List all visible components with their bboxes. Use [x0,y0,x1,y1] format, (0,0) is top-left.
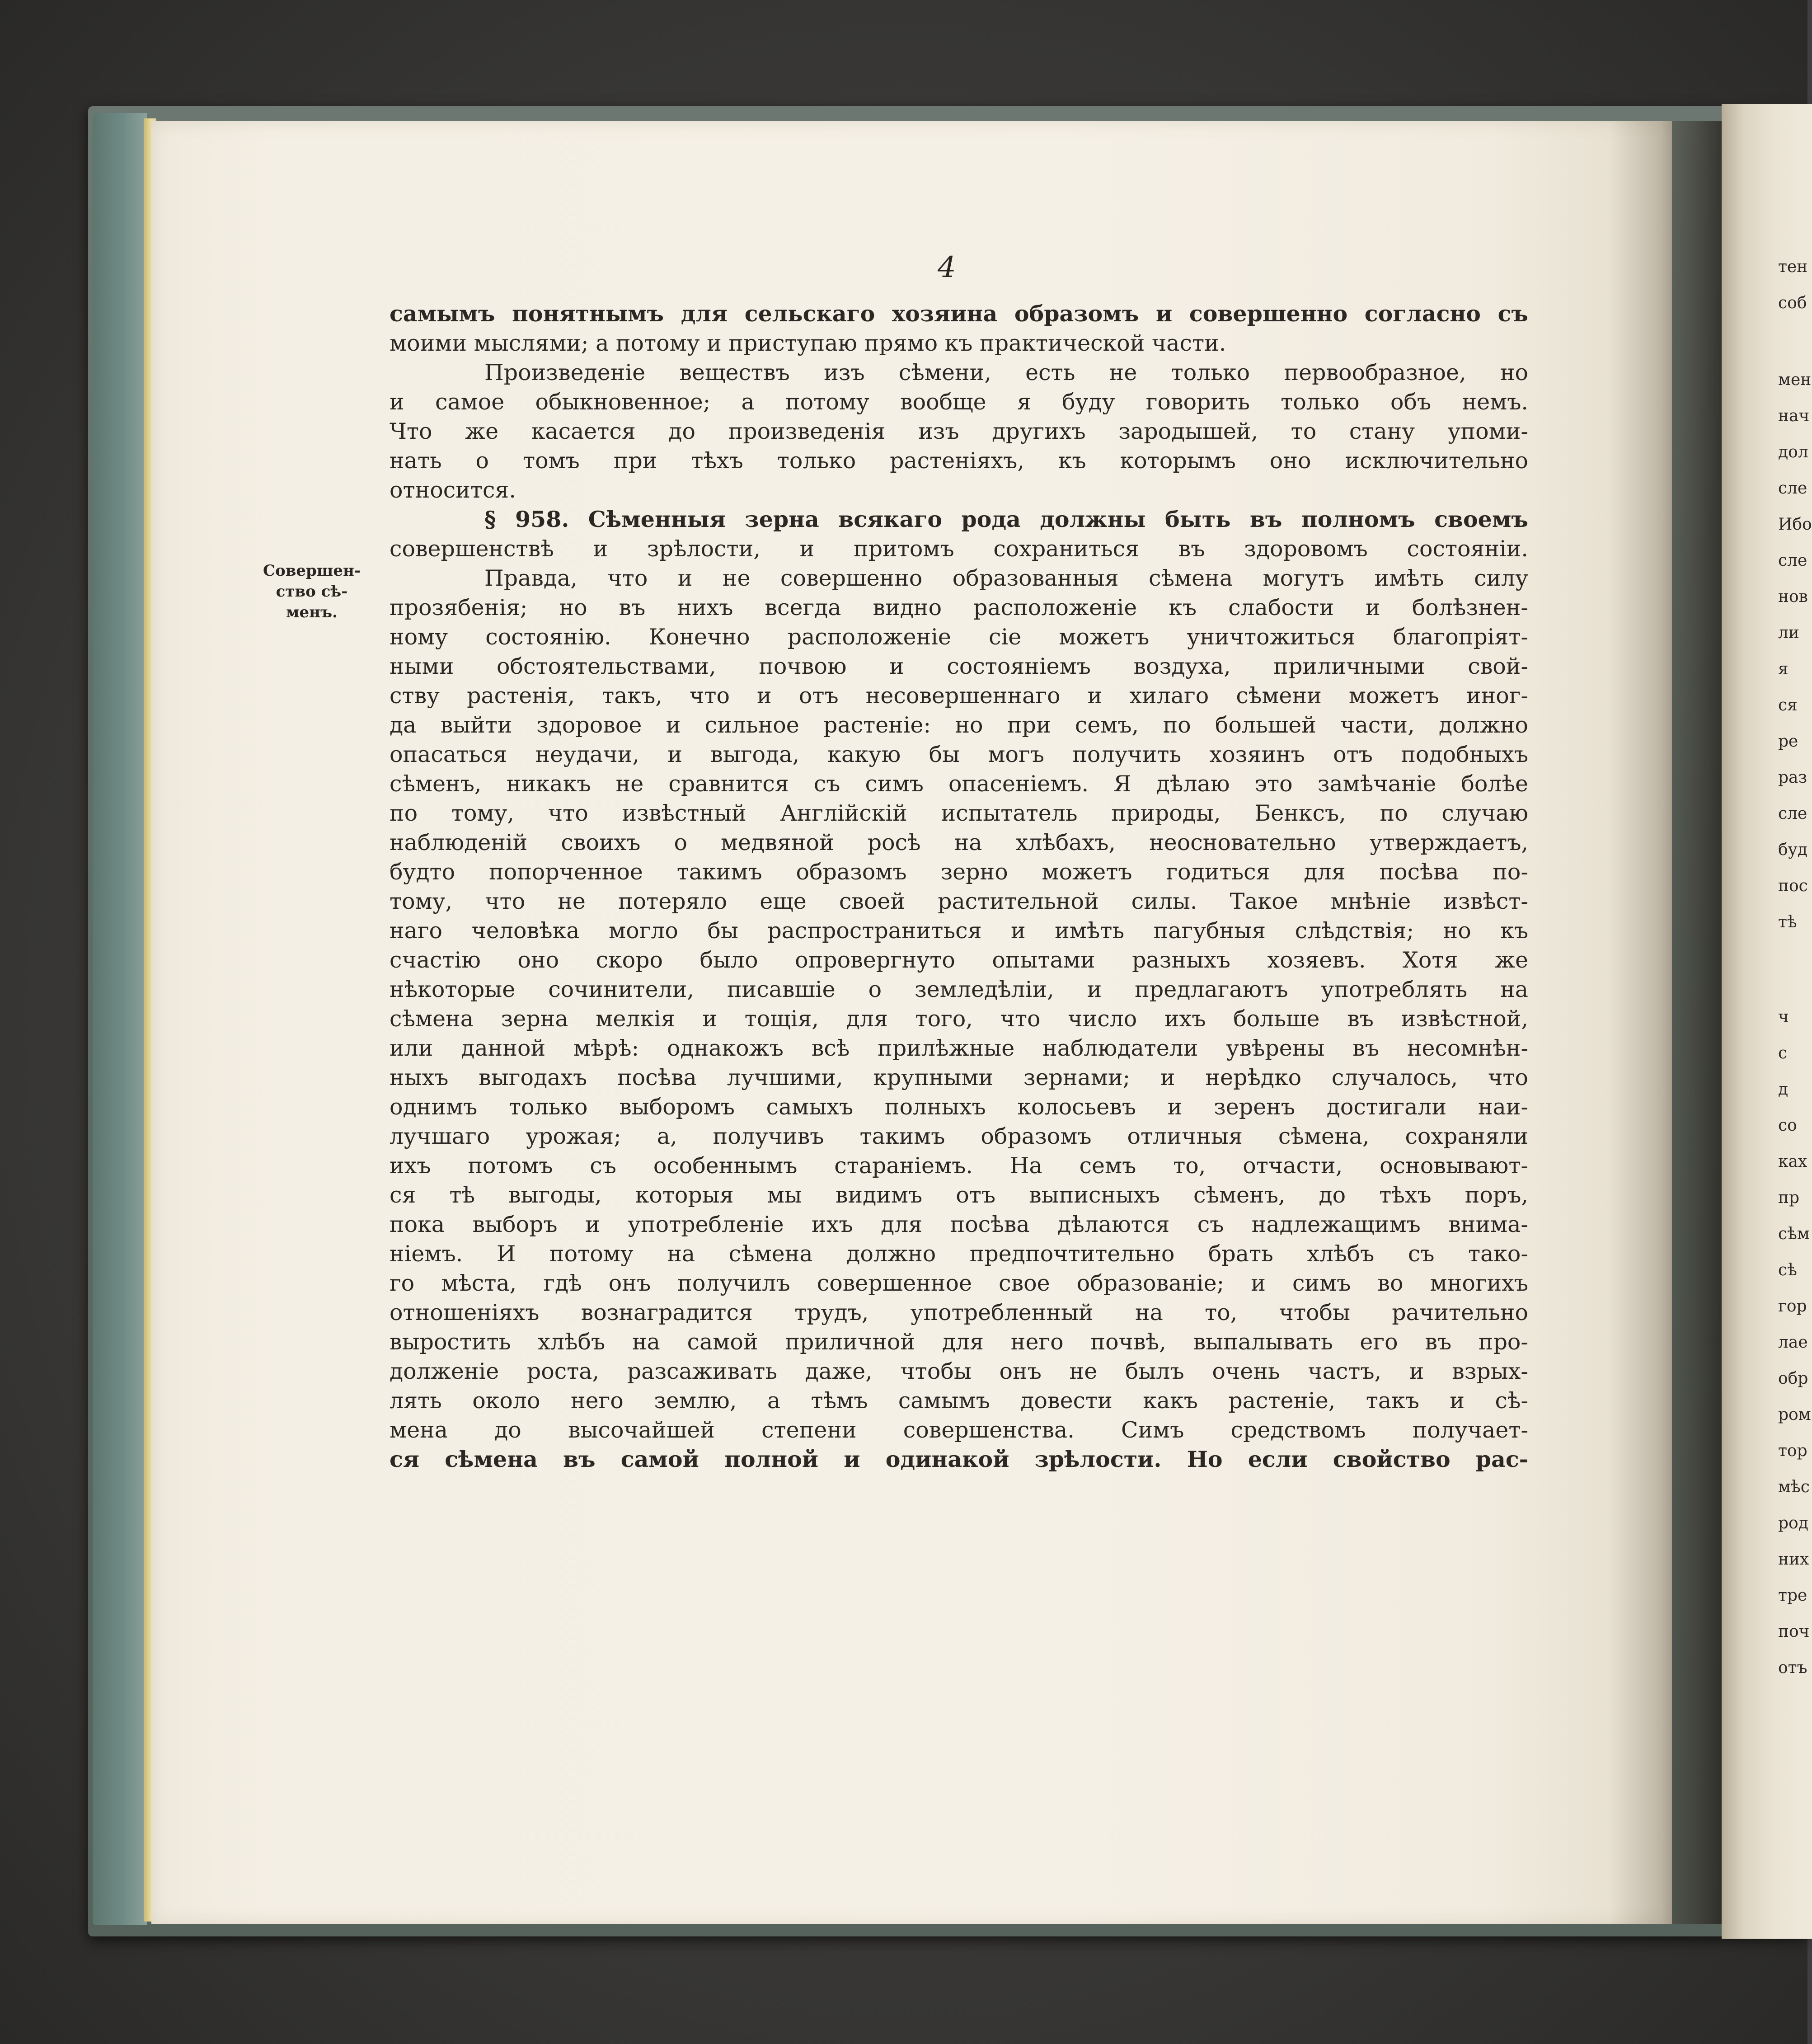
text-line: Что же касается до произведенія изъ другихъ зародышей, то стану упоми- [390,418,1528,444]
text-line: тому, что не потеряло еще своей растительной силы. Такое мнѣніе извѣст- [390,888,1528,914]
marginal-note [255,560,368,623]
text-line: ныхъ выгодахъ посѣва лучшими, крупными зернами; и нерѣдко случалось, что [390,1065,1528,1090]
right-page-fragment: пос [1778,877,1808,895]
right-page-fragment: гор [1778,1297,1807,1316]
right-page-fragment: с [1778,1044,1788,1062]
right-page-fragment: сле [1778,479,1807,498]
text-line: счастію оно скоро было опровергнуто опытами разныхъ хозяевъ. Хотя же [390,947,1528,973]
right-page-fragment: со [1778,1116,1797,1135]
text-line: наго человѣка могло бы распространиться и имѣть пагубныя слѣдствія; но къ [390,918,1528,944]
text-line: опасаться неудачи, и выгода, какую бы могъ получить хозяинъ отъ подобныхъ [390,742,1528,767]
right-page-fragment: сле [1778,551,1807,570]
right-page-fragment: поч [1778,1622,1810,1641]
text-line: наблюденій своихъ о медвяной росѣ на хлѣбахъ, неосновательно утверждаетъ, [390,830,1528,855]
right-page-fragment: Ибо [1778,515,1812,534]
text-line: сѣменъ, никакъ не сравнится съ симъ опасеніемъ. Я дѣлаю это замѣчаніе болѣе [390,771,1528,797]
text-line: мена до высочайшей степени совершенства. Симъ средствомъ получает- [390,1417,1528,1443]
text-line: Правда, что и не совершенно образованныя сѣмена могутъ имѣть силу [484,565,1528,591]
text-line: го мѣста, гдѣ онъ получилъ совершенное свое образованіе; и симъ во многихъ [390,1270,1528,1296]
text-line: сѣмена зерна мелкія и тощія, для того, что число ихъ больше въ извѣстной, [390,1006,1528,1032]
cover-spine-edge [93,113,147,1925]
right-page-fragment: тѣ [1778,913,1797,931]
right-page-fragment: мѣс [1778,1478,1810,1496]
text-line: ными обстоятельствами, почвою и состояніемъ воздуха, приличными свой- [390,653,1528,679]
text-line: совершенствѣ и зрѣлости, и притомъ сохраниться въ здоровомъ состояніи. [390,536,1528,562]
text-line: ихъ потомъ съ особеннымъ стараніемъ. На семъ то, отчасти, основывают- [390,1153,1528,1179]
right-page-fragment: буд [1778,841,1808,859]
right-page-fragment: дол [1778,443,1808,461]
right-page-fragment: сѣм [1778,1225,1810,1243]
text-line: относится. [390,477,516,503]
text-line: нѣкоторые сочинители, писавшіе о земледѣліи, и предлагаютъ употреблять на [390,977,1528,1002]
right-page-fragment: тен [1778,258,1808,276]
right-page-fragment: ли [1778,624,1799,642]
marginal-note-line: менъ. [286,603,338,621]
right-page-fragment: нач [1778,407,1810,425]
text-line: лять около него землю, а тѣмъ самымъ довести какъ растеніе, такъ и сѣ- [390,1388,1528,1414]
right-page-fragment: ч [1778,1008,1789,1026]
right-page-fragment: них [1778,1550,1809,1569]
text-line: да выйти здоровое и сильное растеніе: но при семъ, по большей части, должно [390,712,1528,738]
text-line: прозябенія; но въ нихъ всегда видно расположеніе къ слабости и болѣзнен- [390,595,1528,620]
text-line: нать о томъ при тѣхъ только растеніяхъ, къ которымъ оно исключительно [390,448,1528,474]
right-page-fragment: отъ [1778,1659,1807,1677]
right-page-fragment: ре [1778,732,1798,751]
right-page-fragment: ся [1778,696,1798,714]
text-line: ному состоянію. Конечно расположеніе сіе можетъ уничтожиться благопріят- [390,624,1528,650]
marginal-note-line: ство сѣ- [276,583,348,601]
text-line: ніемъ. И потому на сѣмена должно предпочтительно брать хлѣбъ съ тако- [390,1241,1528,1267]
right-page-fragment: раз [1778,768,1807,787]
text-line: ся тѣ выгоды, которыя мы видимъ отъ выписныхъ сѣменъ, до тѣхъ поръ, [390,1182,1528,1208]
right-page-fragment: сѣ [1778,1261,1797,1279]
text-line: самымъ понятнымъ для сельскаго хозяина образомъ и совершенно согласно съ [390,301,1528,327]
right-page-fragment: пр [1778,1189,1800,1207]
text-line: и самое обыкновенное; а потому вообще я буду говорить только объ немъ. [390,389,1528,415]
right-page-fragment: ках [1778,1152,1807,1171]
text-line: выростить хлѣбъ на самой приличной для него почвѣ, выпалывать его въ про- [390,1329,1528,1355]
text-line: или данной мѣрѣ: однакожъ всѣ прилѣжные наблюдатели увѣрены въ несомнѣн- [390,1035,1528,1061]
right-page-fragment: д [1778,1080,1789,1099]
text-line: по тому, что извѣстный Англійскій испытатель природы, Бенксъ, по случаю [390,800,1528,826]
text-line: ся сѣмена въ самой полной и одинакой зрѣлости. Но если свойство рас- [390,1446,1528,1472]
right-page-fragment: я [1778,660,1789,678]
right-page-fragment: тор [1778,1442,1807,1460]
text-line: Произведеніе веществъ изъ сѣмени, есть не только первообразное, но [484,360,1528,385]
right-page-fragment: ром [1778,1405,1811,1424]
text-line: долженіе роста, разсаживать даже, чтобы онъ не былъ очень частъ, и взрых- [390,1358,1528,1384]
text-line: однимъ только выборомъ самыхъ полныхъ колосьевъ и зеренъ достигали наи- [390,1094,1528,1120]
text-line: лучшаго урожая; а, получивъ такимъ образомъ отличныя сѣмена, сохраняли [390,1123,1528,1149]
right-page-fragment: мен [1778,371,1812,389]
text-line: пока выборъ и употребленіе ихъ для посѣва дѣлаются съ надлежащимъ внима- [390,1212,1528,1237]
right-page-edge [1722,104,1812,1939]
text-line: будто попорченное такимъ образомъ зерно можетъ годиться для посѣва по- [390,859,1528,885]
text-line: отношеніяхъ вознаградится трудъ, употребленный на то, чтобы рачительно [390,1300,1528,1325]
text-line: моими мыслями; а потому и приступаю прямо къ практической части. [390,330,1226,356]
right-page-fragment: род [1778,1514,1808,1532]
body-text [390,299,1528,1474]
right-page-fragment: нов [1778,587,1808,606]
right-page-fragment: тре [1778,1586,1807,1605]
page-number: 4 [938,251,956,284]
text-line: ству растенія, такъ, что и отъ несовершеннаго и хилаго сѣмени можетъ иног- [390,683,1528,709]
marginal-note-line: Совершен- [263,562,361,580]
right-page-fragment: сле [1778,804,1807,823]
gutter-shadow [1609,121,1726,1924]
section-heading-line: § 958. Сѣменныя зерна всякаго рода должны быть въ полномъ своемъ [484,506,1528,532]
right-page-fragment: соб [1778,294,1807,312]
right-page-fragment: лае [1778,1333,1808,1352]
right-page-fragment: обр [1778,1369,1808,1388]
